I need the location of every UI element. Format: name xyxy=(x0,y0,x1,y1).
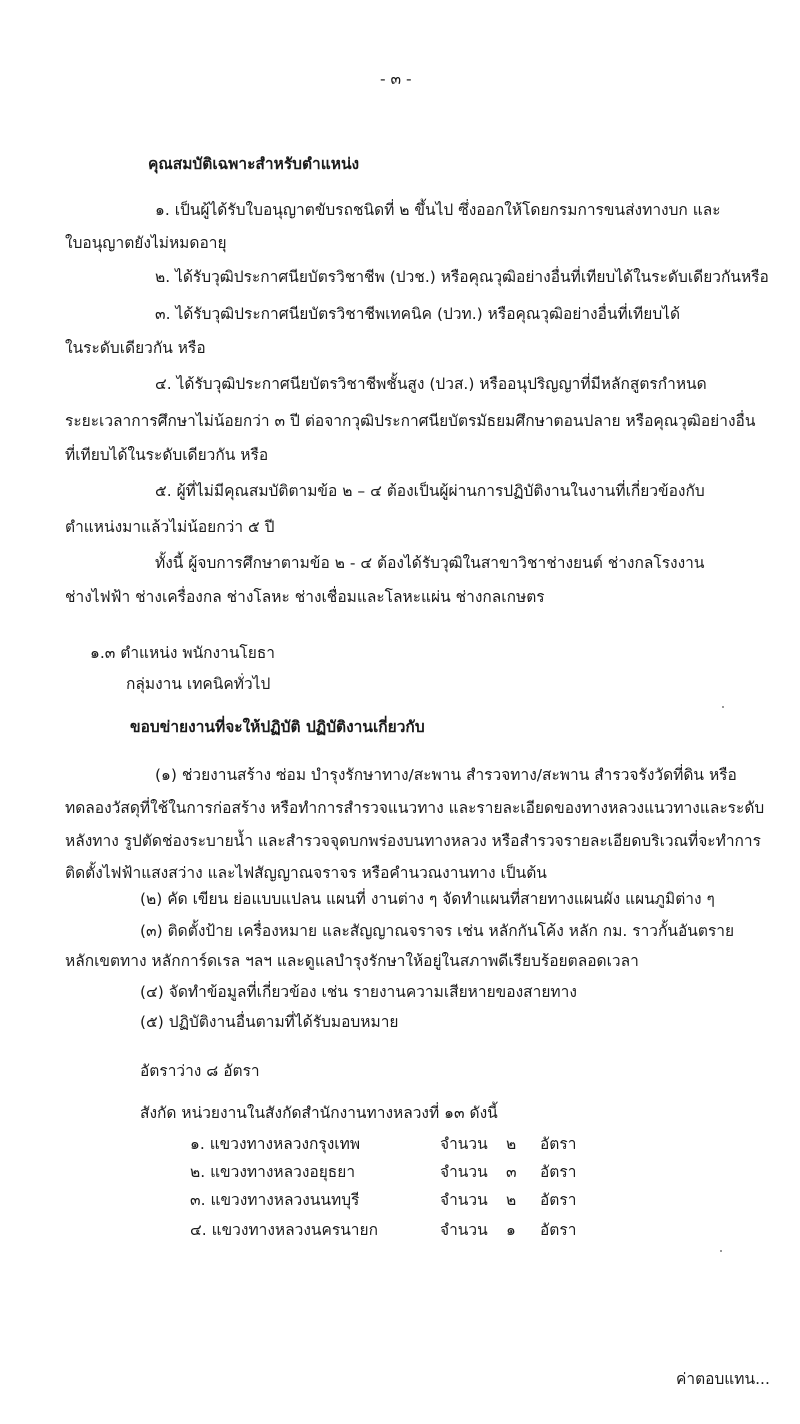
count-unit: อัตรา xyxy=(540,1135,577,1153)
qualification-5-line-2: ตำแหน่งมาแล้วไม่น้อยกว่า ๕ ปี xyxy=(65,518,275,536)
scan-speck xyxy=(722,706,724,708)
qualification-3-line-1: ๓. ได้รับวุฒิประกาศนียบัตรวิชาชีพเทคนิค (ปวท.) หรือคุณวุฒิอย่างอื่นที่เทียบได้ xyxy=(155,305,681,323)
scope-item-5-line-1: (๕) ปฏิบัติงานอื่นตามที่ได้รับมอบหมาย xyxy=(140,1013,399,1031)
count-value: ๒ xyxy=(506,1191,517,1209)
count-value: ๑ xyxy=(506,1221,516,1239)
qualification-1-line-1: ๑. เป็นผู้ได้รับใบอนุญาตขับรถชนิดที่ ๒ ขึ้นไป ซึ่งออกให้โดยกรมการขนส่งทางบก และ xyxy=(155,201,721,219)
office-name: ๒. แขวงทางหลวงอยุธยา xyxy=(190,1163,356,1181)
scope-item-1-line-2: ทดลองวัสดุที่ใช้ในการก่อสร้าง หรือทำการสำรวจแนวทาง และรายละเอียดของทางหลวงแนวทางและระดับ xyxy=(65,799,765,817)
scan-speck xyxy=(720,1250,722,1252)
count-value: ๒ xyxy=(506,1135,517,1153)
count-value: ๓ xyxy=(506,1163,517,1181)
qualification-4-line-3: ที่เทียบได้ในระดับเดียวกัน หรือ xyxy=(65,446,269,464)
qualification-5-line-1: ๕. ผู้ที่ไม่มีคุณสมบัติตามข้อ ๒ – ๔ ต้องเป็นผู้ผ่านการปฏิบัติงานในงานที่เกี่ยวข้องกับ xyxy=(155,482,705,500)
scope-item-3-line-2: หลักเขตทาง หลักการ์ดเรล ฯลฯ และดูแลบำรุงรักษาให้อยู่ในสภาพดีเรียบร้อยตลอดเวลา xyxy=(65,952,639,970)
scope-item-1-line-3: หลังทาง รูปตัดช่องระบายน้ำ และสำรวจจุดบกพร่องบนทางหลวง หรือสำรวจรายละเอียดบริเวณที่จะทำการ xyxy=(65,832,761,850)
scope-item-4-line-1: (๔) จัดทำข้อมูลที่เกี่ยวข้อง เช่น รายงานความเสียหายของสายทาง xyxy=(140,983,577,1001)
office-name: ๔. แขวงทางหลวงนครนายก xyxy=(190,1221,378,1239)
count-unit: อัตรา xyxy=(540,1163,577,1181)
scope-item-1-line-4: ติดตั้งไฟฟ้าแสงสว่าง และไฟสัญญาณจราจร หรือคำนวณงานทาง เป็นต้น xyxy=(65,864,547,882)
count-label: จำนวน xyxy=(440,1163,488,1181)
count-label: จำนวน xyxy=(440,1135,488,1153)
scope-item-3-line-1: (๓) ติดตั้งป้าย เครื่องหมาย และสัญญาณจราจร เช่น หลักกันโค้ง หลัก กม. ราวกั้นอันตราย xyxy=(140,922,735,940)
qualification-4-line-1: ๔. ได้รับวุฒิประกาศนียบัตรวิชาชีพชั้นสูง (ปวส.) หรืออนุปริญญาที่มีหลักสูตรกำหนด xyxy=(155,375,707,393)
office-name: ๑. แขวงทางหลวงกรุงเทพ xyxy=(190,1135,361,1153)
qualification-3-line-2: ในระดับเดียวกัน หรือ xyxy=(65,339,206,357)
qualification-note-line-1: ทั้งนี้ ผู้จบการศึกษาตามข้อ ๒ - ๔ ต้องได้รับวุฒิในสาขาวิชาช่างยนต์ ช่างกลโรงงาน xyxy=(155,554,705,572)
scope-item-1-line-1: (๑) ช่วยงานสร้าง ซ่อม บำรุงรักษาทาง/สะพาน สำรวจทาง/สะพาน สำรวจรังวัดที่ดิน หรือ xyxy=(155,766,737,784)
count-label: จำนวน xyxy=(440,1191,488,1209)
qualification-4-line-2: ระยะเวลาการศึกษาไม่น้อยกว่า ๓ ปี ต่อจากวุฒิประกาศนียบัตรมัธยมศึกษาตอนปลาย หรือคุณวุฒิอย่างอื่น xyxy=(65,412,756,430)
qualification-1-line-2: ใบอนุญาตยังไม่หมดอายุ xyxy=(65,234,227,252)
page-number: - ๓ - xyxy=(380,70,412,88)
position-group: กลุ่มงาน เทคนิคทั่วไป xyxy=(126,675,271,693)
scope-item-2-line-1: (๒) คัด เขียน ย่อแบบแปลน แผนที่ งานต่าง ๆ จัดทำแผนที่สายทางแผนผัง แผนภูมิต่าง ๆ xyxy=(140,890,715,908)
position-title: ๑.๓ ตำแหน่ง พนักงานโยธา xyxy=(90,644,275,662)
scope-heading: ขอบข่ายงานที่จะให้ปฏิบัติ ปฏิบัติงานเกี่ยวกับ xyxy=(130,718,425,736)
office-name: ๓. แขวงทางหลวงนนทบุรี xyxy=(190,1191,360,1209)
affiliation-text: สังกัด หน่วยงานในสังกัดสำนักงานทางหลวงที่ ๑๓ ดังนี้ xyxy=(140,1104,498,1122)
vacancies-label: อัตราว่าง ๘ อัตรา xyxy=(140,1062,260,1080)
qualification-note-line-2: ช่างไฟฟ้า ช่างเครื่องกล ช่างโลหะ ช่างเชื่อมและโลหะแผ่น ช่างกลเกษตร xyxy=(65,588,545,606)
count-label: จำนวน xyxy=(440,1221,488,1239)
qualification-2-line-1: ๒. ได้รับวุฒิประกาศนียบัตรวิชาชีพ (ปวช.) หรือคุณวุฒิอย่างอื่นที่เทียบได้ในระดับเดียวกันหรือ xyxy=(155,268,769,286)
count-unit: อัตรา xyxy=(540,1191,577,1209)
continued-footer: ค่าตอบแทน... xyxy=(676,1370,770,1388)
qualifications-heading: คุณสมบัติเฉพาะสำหรับตำแหน่ง xyxy=(148,155,360,173)
count-unit: อัตรา xyxy=(540,1221,577,1239)
